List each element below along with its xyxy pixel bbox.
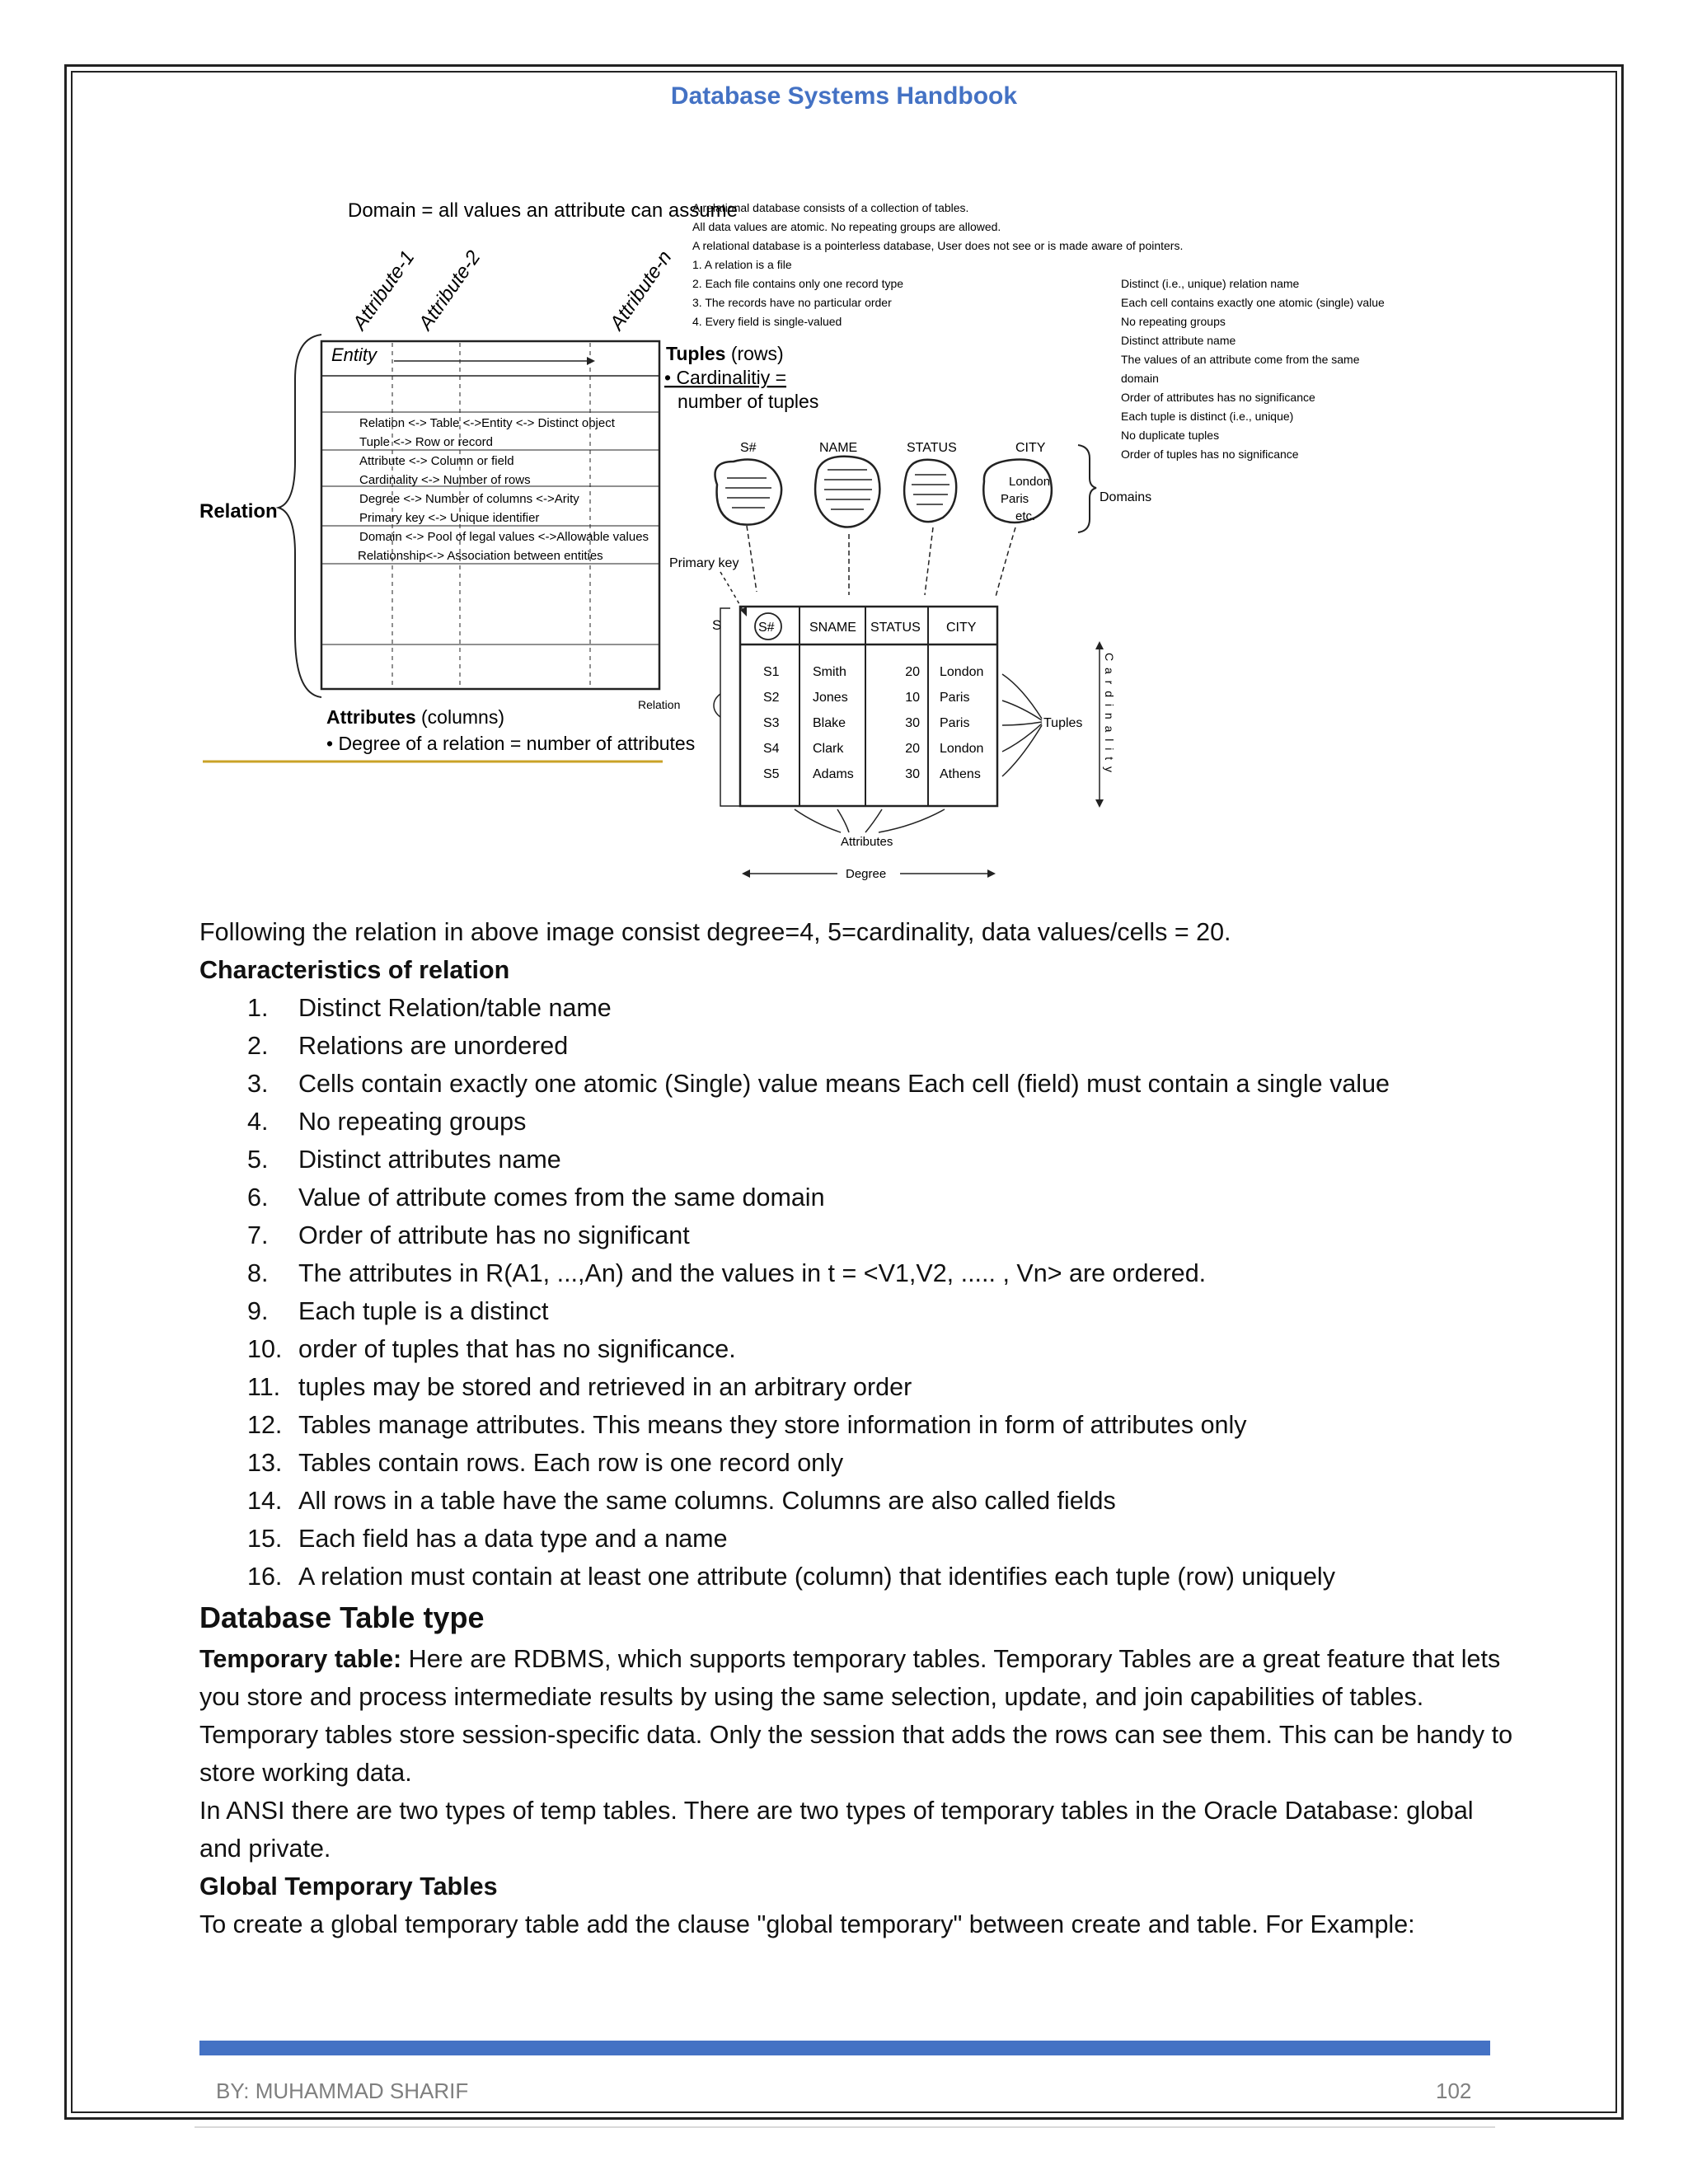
note-line: Distinct attribute name: [1121, 334, 1236, 347]
table-cell: S5: [763, 767, 780, 781]
note-line: Each cell contains exactly one atomic (single) value: [1121, 296, 1385, 309]
list-item: 6. Value of attribute comes from the same domain: [247, 1183, 825, 1212]
note-line: 1. A relation is a file: [692, 258, 792, 271]
table-cell: London: [940, 742, 984, 756]
table-cell: 10: [905, 691, 920, 705]
footer-bar: [199, 2041, 1490, 2055]
note-line: Each tuple is distinct (i.e., unique): [1121, 410, 1294, 423]
list-item: 1. Distinct Relation/table name: [247, 994, 612, 1022]
footer-divider: [195, 2126, 1495, 2128]
page-number: 102: [1436, 2079, 1472, 2103]
list-item: 12. Tables manage attributes. This means they store information in form of attributes only: [247, 1411, 1247, 1439]
attributes-suffix: (columns): [421, 706, 504, 728]
global-temp-heading: Global Temporary Tables: [199, 1872, 498, 1900]
supplier-table-headers: [758, 621, 977, 635]
mapping-lines: [358, 416, 649, 563]
note-line: A relational database is a pointerless database, User does not see or is made aware of pointers.: [692, 239, 1184, 252]
city-domain-value: London: [1009, 475, 1051, 489]
intro-sentence: Following the relation in above image consist degree=4, 5=cardinality, data values/cells = 20.: [199, 918, 1231, 946]
note-line: Order of attributes has no significance: [1121, 391, 1315, 404]
list-item: 15. Each field has a data type and a name: [247, 1525, 728, 1553]
table-cell: Blake: [813, 716, 846, 730]
attribute-1-label: Attribute-1: [348, 246, 420, 335]
list-item: 3. Cells contain exactly one atomic (Single) value means Each cell (field) must contain a single value: [247, 1070, 1390, 1098]
note-line: The values of an attribute come from the same: [1121, 353, 1360, 366]
temporary-table-label: Temporary table:: [199, 1645, 402, 1673]
table-header: S#: [758, 621, 775, 635]
table-header: STATUS: [870, 621, 921, 635]
list-item: 2. Relations are unordered: [247, 1032, 569, 1060]
tuples-heading: Tuples: [666, 343, 726, 364]
section-title: Database Table type: [199, 1601, 485, 1634]
domain-header: S#: [740, 441, 757, 455]
note-line: No repeating groups: [1121, 315, 1226, 328]
mapping-line: Relation <-> Table <->Entity <-> Distinct object: [359, 416, 615, 430]
domains-brace: [1078, 445, 1096, 532]
mapping-line: Degree <-> Number of columns <->Arity: [359, 492, 579, 506]
page-header-title: Database Systems Handbook: [670, 82, 1018, 110]
list-item: 5. Distinct attributes name: [247, 1146, 561, 1174]
attributes-caption: [326, 706, 504, 728]
characteristics-heading: Characteristics of relation: [199, 956, 510, 984]
table-header: CITY: [946, 621, 977, 635]
list-item: 13. Tables contain rows. Each row is one record only: [247, 1449, 844, 1477]
characteristics-list: [199, 989, 1518, 1596]
relation-small-label: Relation: [638, 698, 681, 711]
table-cell: 20: [905, 665, 920, 679]
attributes-label: Attributes: [841, 835, 893, 849]
attribute-n-label: Attribute-n: [605, 246, 677, 335]
list-item: 4. No repeating groups: [247, 1108, 527, 1136]
list-item: 7. Order of attribute has no significant: [247, 1221, 690, 1249]
domain-blob-snum: [715, 460, 782, 525]
domain-headers: [740, 441, 1046, 455]
cardinality-label: • Cardinalitiy =: [664, 367, 787, 388]
domain-header: STATUS: [907, 441, 957, 455]
table-cell: Paris: [940, 716, 970, 730]
note-line: Distinct (i.e., unique) relation name: [1121, 277, 1300, 290]
table-cell: Paris: [940, 691, 970, 705]
notes-top: [692, 201, 1183, 328]
list-item: 11. tuples may be stored and retrieved in an arbitrary order: [247, 1373, 912, 1401]
mapping-line: Tuple <-> Row or record: [359, 435, 494, 449]
note-line: A relational database consists of a collection of tables.: [692, 201, 969, 214]
tuples-suffix: (rows): [730, 343, 784, 364]
mapping-line: Cardinality <-> Number of rows: [359, 473, 531, 487]
note-line: 2. Each file contains only one record type: [692, 277, 904, 290]
domain-caption: Domain = all values an attribute can assume: [348, 199, 738, 222]
entity-label: Entity: [331, 344, 377, 365]
tuples-caption: [666, 343, 784, 364]
table-cell: 30: [905, 716, 920, 730]
attribute-2-label: Attribute-2: [414, 246, 485, 335]
temporary-table-text: Here are RDBMS, which supports temporary tables. Temporary Tables are a great feature that lets you store and process intermediate results by using the same selection, update, and join capabilities of tables. Temporary tables store session-specific data. Only the session that adds the rows can see them. This can be handy to store working data.: [199, 1645, 1513, 1787]
list-item: 9. Each tuple is a distinct: [247, 1297, 549, 1325]
temporary-table-paragraph: [199, 1640, 1518, 1792]
table-cell: Jones: [813, 691, 848, 705]
ansi-paragraph: In ANSI there are two types of temp tables. There are two types of temporary tables in the Oracle Database: global and private.: [199, 1797, 1474, 1863]
table-cell: Clark: [813, 742, 844, 756]
table-cell: Smith: [813, 665, 846, 679]
table-cell: S4: [763, 742, 780, 756]
mapping-line: Domain <-> Pool of legal values <->Allowable values: [359, 530, 649, 544]
tuple-arrows: [1002, 674, 1042, 776]
table-cell: S1: [763, 665, 780, 679]
domains-label: Domains: [1100, 490, 1152, 504]
cardinality-definition: number of tuples: [678, 391, 819, 412]
city-domain-value: Paris: [1001, 492, 1029, 506]
note-line: Order of tuples has no significance: [1121, 448, 1299, 461]
attribute-arrows: [795, 809, 945, 832]
table-cell: Adams: [813, 767, 854, 781]
relation-brace: [279, 335, 321, 697]
note-line: All data values are atomic. No repeating groups are allowed.: [692, 220, 1001, 233]
relation-figure: [190, 190, 1426, 890]
mapping-line: Relationship<-> Association between entities: [358, 549, 603, 563]
cardinality-vertical-label: C a r d i n a l i t y: [1103, 653, 1116, 775]
degree-label: Degree: [846, 867, 887, 881]
domain-blob-name: [815, 457, 879, 527]
note-line: 3. The records have no particular order: [692, 296, 892, 309]
primary-key-label: Primary key: [669, 556, 739, 570]
degree-definition: • Degree of a relation = number of attributes: [326, 733, 696, 754]
mapping-line: Attribute <-> Column or field: [359, 454, 514, 468]
domain-header: CITY: [1015, 441, 1046, 455]
table-cell: Athens: [940, 767, 981, 781]
list-item: 10. order of tuples that has no significance.: [247, 1335, 736, 1363]
domain-header: NAME: [819, 441, 858, 455]
relation-label: Relation: [199, 500, 278, 523]
supplier-table-rows: [763, 665, 983, 781]
table-cell: S3: [763, 716, 780, 730]
global-temp-paragraph: To create a global temporary table add the clause "global temporary" between create and table. For Example:: [199, 1910, 1415, 1938]
list-item: 16. A relation must contain at least one attribute (column) that identifies each tuple (row) uniquely: [247, 1563, 1335, 1591]
relation-diagram: [190, 190, 1426, 890]
table-cell: London: [940, 665, 984, 679]
note-line: domain: [1121, 372, 1159, 385]
tuples-label: Tuples: [1043, 716, 1083, 730]
domain-blob-status: [904, 460, 956, 522]
table-name-label: S: [712, 617, 722, 633]
main-content: [199, 913, 1518, 1943]
attributes-heading: Attributes: [326, 706, 416, 728]
list-item: 14. All rows in a table have the same columns. Columns are also called fields: [247, 1487, 1116, 1515]
table-header: SNAME: [809, 621, 856, 635]
city-domain-value: etc.: [1015, 509, 1036, 523]
table-cell: 30: [905, 767, 920, 781]
mapping-line: Primary key <-> Unique identifier: [359, 511, 540, 525]
list-item: 8. The attributes in R(A1, ...,An) and the values in t = <V1,V2, ..... , Vn> are ordered.: [247, 1259, 1207, 1287]
table-cell: 20: [905, 742, 920, 756]
notes-right: [1121, 277, 1385, 461]
note-line: No duplicate tuples: [1121, 429, 1220, 442]
footer-author: BY: MUHAMMAD SHARIF: [216, 2079, 469, 2103]
table-cell: S2: [763, 691, 780, 705]
note-line: 4. Every field is single-valued: [692, 315, 842, 328]
